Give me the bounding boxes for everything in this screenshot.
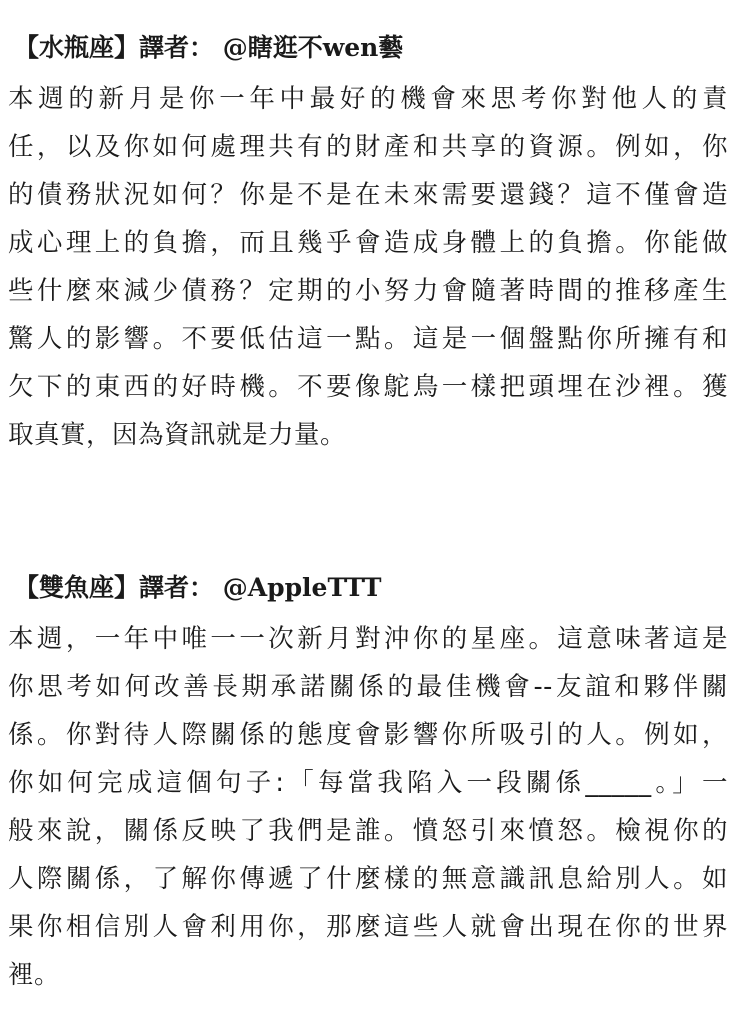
paragraph-line: 你思考如何改善長期承諾關係的最佳機會--友誼和夥伴關 [8,672,728,702]
paragraph-line: 的債務狀況如何？你是不是在未來需要還錢？這不僅會造 [8,180,728,210]
paragraph-line: 取真實，因為資訊就是力量。 [8,420,347,450]
paragraph-line: 係。你對待人際關係的態度會影響你所吸引的人。例如， [8,720,728,750]
paragraph-line: 本週，一年中唯一一次新月對沖你的星座。這意味著這是 [8,624,728,654]
paragraph-line: 成心理上的負擔，而且幾乎會造成身體上的負擔。你能做 [8,228,728,258]
pisces-paragraph [8,615,728,999]
paragraph-line: 驚人的影響。不要低估這一點。這是一個盤點你所擁有和 [8,324,728,354]
aquarius-heading: 【水瓶座】譯者： @瞎逛不wen藝 [14,33,404,62]
paragraph-line: 果你相信別人會利用你，那麼這些人就會出現在你的世界 [8,912,728,942]
paragraph-line: 任，以及你如何處理共有的財產和共享的資源。例如，你 [8,132,728,162]
paragraph-line: 裡。 [8,960,61,990]
pisces-heading: 【雙魚座】譯者： @AppleTTT [14,573,382,602]
aquarius-paragraph [8,75,728,459]
paragraph-line: 人際關係，了解你傳遞了什麼樣的無意識訊息給別人。如 [8,864,728,894]
paragraph-line: 欠下的東西的好時機。不要像鴕鳥一樣把頭埋在沙裡。獲 [8,372,728,402]
paragraph-line: 你如何完成這個句子:「每當我陷入一段關係_____。」一 [8,768,728,798]
paragraph-line: 本週的新月是你一年中最好的機會來思考你對他人的責 [8,84,728,114]
paragraph-line: 般來說，關係反映了我們是誰。憤怒引來憤怒。檢視你的 [8,816,728,846]
paragraph-line: 些什麼來減少債務？定期的小努力會隨著時間的推移產生 [8,276,728,306]
